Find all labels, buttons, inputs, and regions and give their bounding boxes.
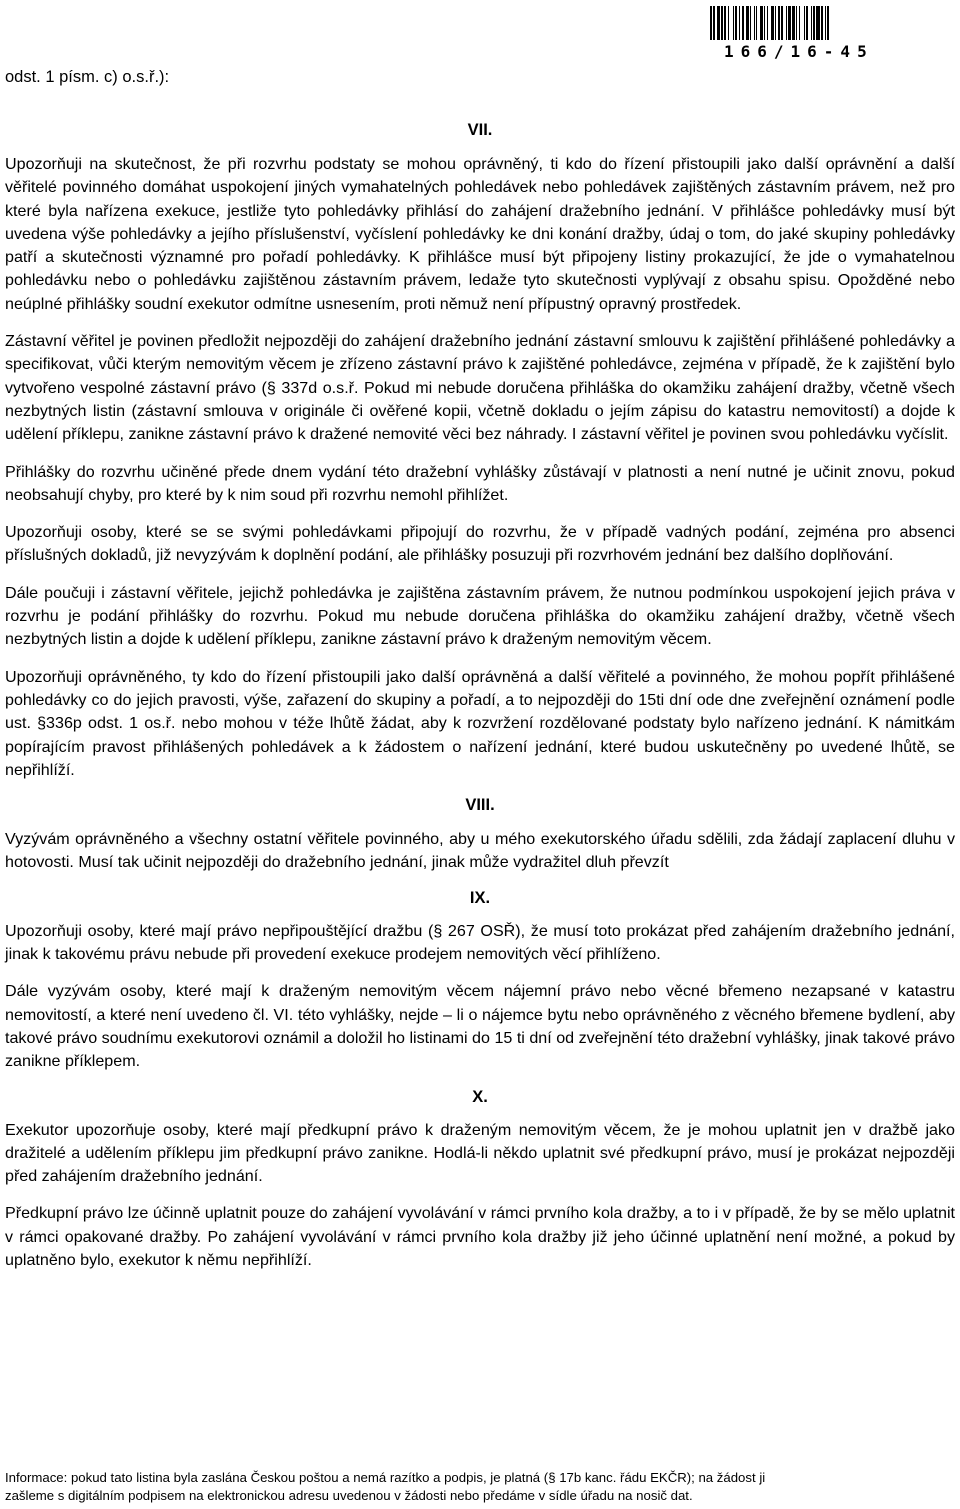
paragraph-vii-6: Upozorňuji oprávněného, ty kdo do řízení přistoupili jako další oprávněná a další věřitelé a povinného, že mohou popřít přihlášené pohledávky co do jejich pravosti, výše, zařazení do skupiny a pořadí, a to nejpozději do 15ti dní ode dne zveřejnění oznámení podle ust. §336p odst. 1 os.ř. nebo mohou v téže lhůtě žádat, aby k rozvržení rozdělované podstaty bylo nařízeno jednání. K námitkám popírajícím pravost přihlášených pohledávek a k žádostem o nařízení jednání, které budou uskutečněny po uvedené lhůtě, se nepřihlíží. (5, 667, 955, 779)
paragraph-x-1: Exekutor upozorňuje osoby, které mají předkupní právo k draženým nemovitým věcem, že je mohou uplatnit jen v dražbě jako dražitelé a udělením příklepu jim předkupní právo zanikne. Hodlá-li někdo uplatnit své předkupní právo, musí je prokázat nejpozději před zahájením dražebního jednání. (5, 1120, 955, 1186)
paragraph-ix-1: Upozorňuji osoby, které mají právo nepřipouštějící dražbu (§ 267 OSŘ), že musí toto prokázat před zahájením dražebního jednání, jinak k takovému právu nebude při provedení exekuce prodejem nemovitých věcí přihlíženo. (5, 921, 955, 964)
paragraph-x-2: Předkupní právo lze účinně uplatnit pouze do zahájení vyvolávání v rámci prvního kola dražby, a to i v případě, že by se mělo uplatnit v rámci opakované dražby. Po zahájení vyvolávání v rámci prvního kola dražby již jeho účinné uplatnění není možné, a pokud by uplatněno bylo, exekutor k němu nepřihlíží. (5, 1204, 955, 1269)
paragraph-vii-1: Upozorňuji na skutečnost, že při rozvrhu podstaty se mohou oprávněný, ti kdo do řízení přistoupili jako další oprávnění a další věřitelé povinného domáhat uspokojení jiných vymahatelných pohledávek nebo pohledávek zajištěných zástavním právem, než pro které byla nařízena exekuce, jestliže tyto pohledávky přihlásí do zahájení dražebního jednání. V přihlášce pohledávky musí být uvedena výše pohledávky a jejího příslušenství, vyčíslení pohledávky ke dni konání dražby, údaj o tom, do jaké skupiny pohledávky patří a skutečnosti významné pro pořadí pohledávky. K přihlášce musí být připojeny listiny prokazující, že jde o vymahatelnou pohledávku nebo o pohledávku zajištěnou zástavním právem, ledaže tyto skutečnosti vyplývají z obsahu spisu. Opožděné nebo neúplné přihlášky soudní exekutor odmítne usnesením, proti němuž není přípustný opravný prostředek. (5, 155, 955, 313)
paragraph-ix-2: Dále vyzývám osoby, které mají k draženým nemovitým věcem nájemní právo nebo věcné břemeno nezapsané v katastru nemovitostí, a které není uvedeno čl. VI. této vyhlášky, nejde – li o nájemce bytu nebo oprávněného z věcného břemene bydlení, aby takové právo soudnímu exekutorovi oznámil a doložil ho listinami do 15 ti dní od zveřejnění této dražební vyhlášky, jinak takové právo zanikne příklepem. (5, 982, 955, 1071)
paragraph-vii-3: Přihlášky do rozvrhu učiněné přede dnem vydání této dražební vyhlášky zůstávají v platnosti a není nutné je učinit znovu, pokud neobsahují chyby, pro které by k nim soud při rozvrhu nemohl přihlížet. (5, 462, 955, 504)
barcode-bar (829, 6, 831, 40)
barcode-number: 166/16-45 (724, 42, 874, 61)
section-heading-vii: VII. (467, 121, 493, 139)
document-page (5, 0, 955, 1509)
section-heading-viii: VIII. (465, 796, 495, 815)
footer-line-2: zašleme s digitálním podpisem na elektronickou adresu uvedenou v žádosti nebo předáme v sídle úřadu na nosič dat. (5, 1487, 693, 1503)
intro-reference: odst. 1 písm. c) o.s.ř.): (5, 68, 170, 86)
paragraph-viii-1: Vyzývám oprávněného a všechny ostatní věřitele povinného, aby u mého exekutorského úřadu sdělili, zda žádají zaplacení dluhu v hotovosti. Musí tak učinit nejpozději do dražebního jednání, jinak může vydražitel dluh převzít (5, 830, 955, 872)
barcode (710, 6, 945, 62)
section-heading-ix: IX. (469, 888, 491, 907)
document-body (5, 121, 955, 1286)
paragraph-vii-5: Dále poučuji i zástavní věřitele, jejichž pohledávka je zajištěna zástavním právem, že nutnou podmínkou uspokojení jejich práva v rozvrhu je podání přihlášky do rozvrhu. Pokud mu nebude doručena přihláška do okamžiku zahájení dražby, včetně všech nezbytných listin a dojde k udělení příklepu, zanikne zástavní právo k draženým nemovitým věcem. (5, 583, 955, 649)
barcode-bars (710, 6, 945, 40)
paragraph-vii-2: Zástavní věřitel je povinen předložit nejpozději do zahájení dražebního jednání zástavní smlouvu k zajištění přihlášené pohledávky a specifikovat, vůči kterým nemovitým věcem je zřízeno zástavní právo k zajištěné pohledávce, zejména v případě, že k zajištění bylo vytvořeno vespolné zástavní právo (§ 337d o.s.ř. Pokud mi nebude doručena přihláška do okamžiku zahájení dražby, včetně všech nezbytných listin (zástavní smlouva v originále či ověřené kopii, včetně dokladu o jejím zápisu do katastru nemovitostí) a dojde k udělení příklepu, zanikne zástavní právo k dražené nemovité věci bez náhrady. I zástavní věřitel je povinen svou pohledávku vyčíslit. (5, 332, 955, 444)
paragraph-vii-4: Upozorňuji osoby, které se se svými pohledávkami připojují do rozvrhu, že v případě vadných podání, zejména pro absenci příslušných dokladů, již nevyzývám k doplnění podání, ale přihlášky posuzuji při rozvrhovém jednání bez dalšího doplňování. (5, 523, 955, 565)
footer-notice (5, 1469, 955, 1504)
section-heading-x: X. (472, 1087, 488, 1106)
footer-line-1: Informace: pokud tato listina byla zaslána Českou poštou a nemá razítko a podpis, je platná (§ 17b kanc. řádu EKČR); na žádost ji (5, 1470, 766, 1485)
